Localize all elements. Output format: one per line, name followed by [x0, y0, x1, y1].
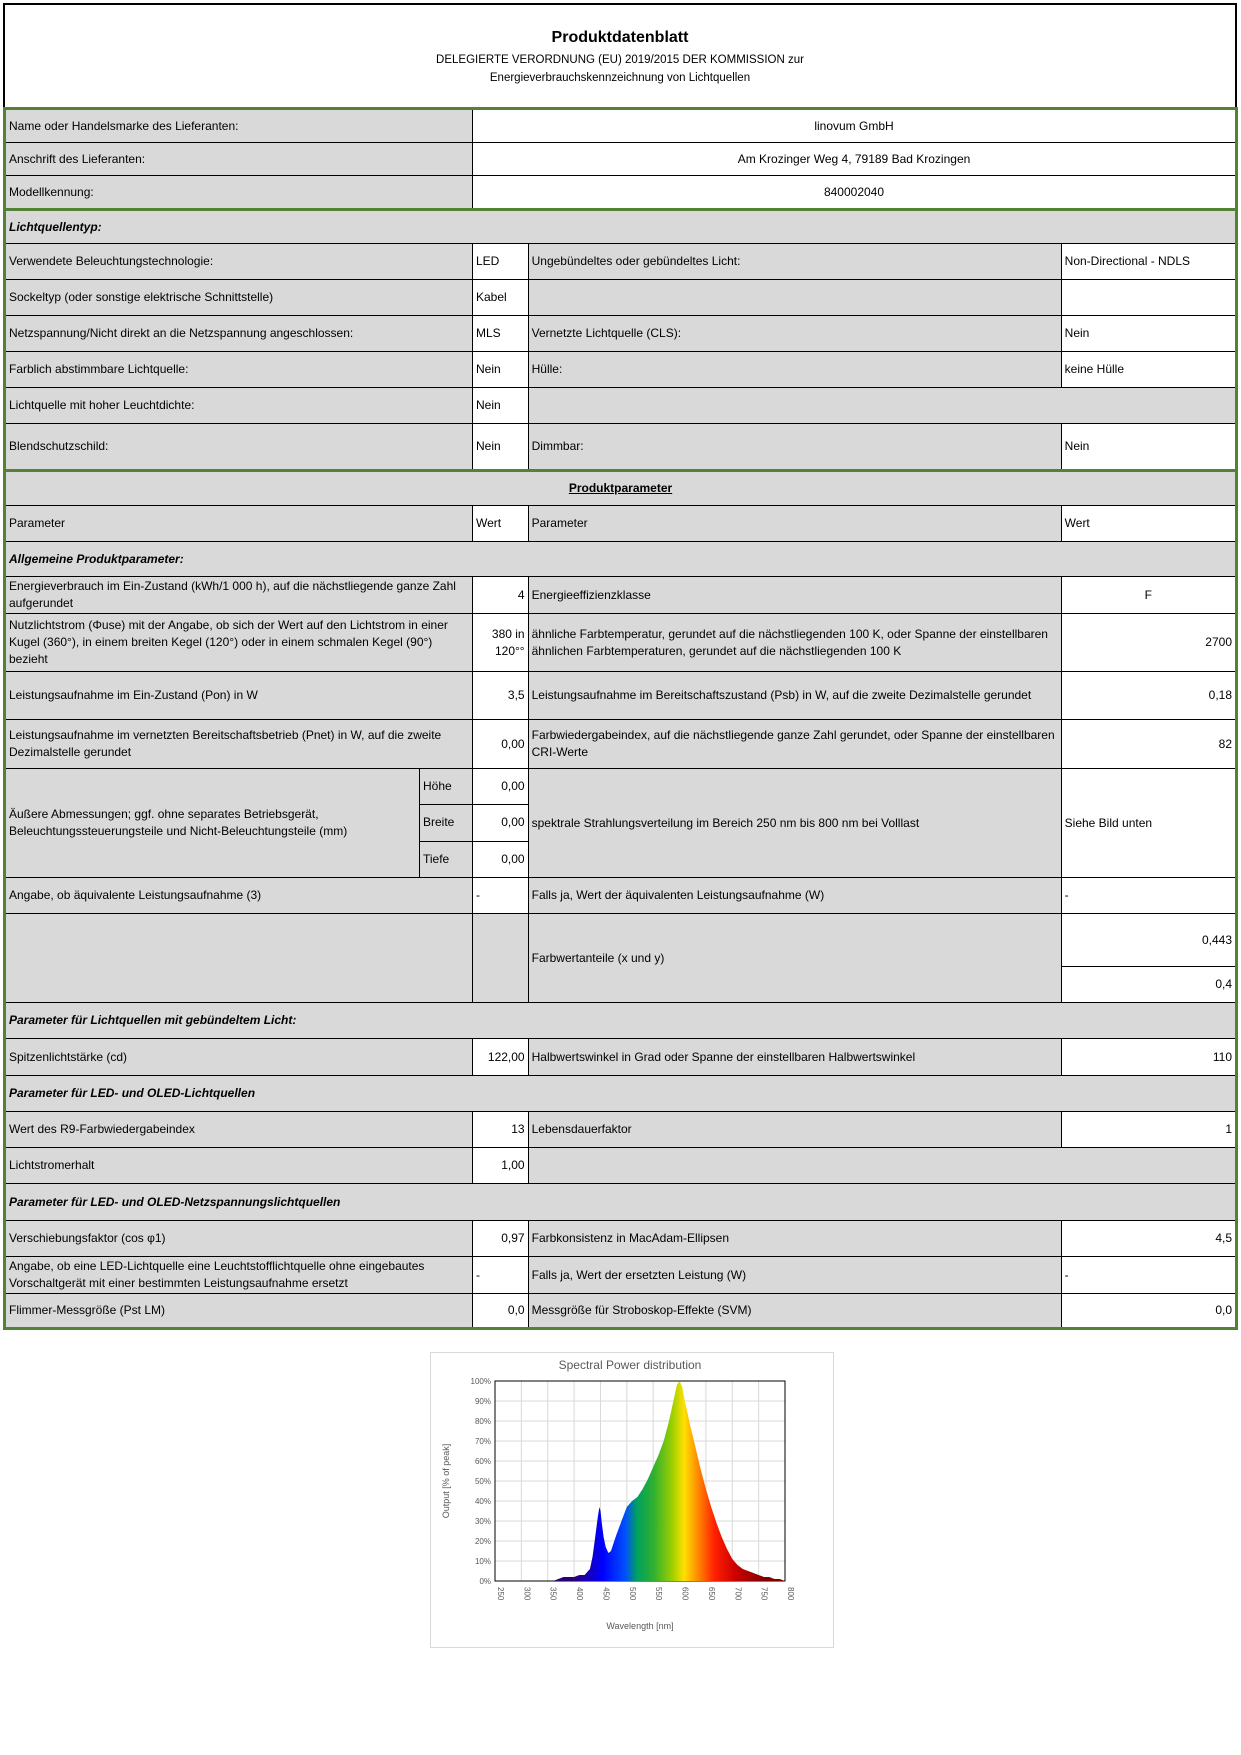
y-tick-label: 70% [474, 1437, 491, 1446]
lichtquellentyp-heading-row [5, 210, 1237, 244]
breite-value: 0,00 [473, 805, 529, 841]
led-heading: Parameter für LED- und OLED-Lichtquellen [5, 1076, 1237, 1112]
halbwertswinkel-value: 110 [1061, 1039, 1236, 1076]
empty-label-cell [5, 914, 473, 1003]
empty-grey-cell [528, 1148, 1236, 1184]
netz-heading: Parameter für LED- und OLED-Netzspannungslichtquellen [5, 1184, 1237, 1221]
supplier-name-value: linovum GmbH [473, 109, 1237, 143]
type-row-value-2: Nein [1061, 316, 1236, 352]
param-row [5, 1112, 1237, 1148]
halbwertswinkel-label: Halbwertswinkel in Grad oder Spanne der einstellbaren Halbwertswinkel [528, 1039, 1061, 1076]
tiefe-value: 0,00 [473, 841, 529, 877]
x-tick-label: 550 [654, 1587, 664, 1601]
pon-label: Leistungsaufnahme im Ein-Zustand (Pon) in W [5, 672, 473, 720]
spektral-label: spektrale Strahlungsverteilung im Bereich 250 nm bis 800 nm bei Volllast [528, 769, 1061, 878]
type-row-value-2: keine Hülle [1061, 352, 1236, 388]
spitzenlichtstaerke-label: Spitzenlichtstärke (cd) [5, 1039, 473, 1076]
spitzenlichtstaerke-value: 122,00 [473, 1039, 529, 1076]
type-row-label-2 [528, 280, 1061, 316]
nutzlichtstrom-value-line-2: 120°° [494, 643, 525, 658]
model-id-row [5, 176, 1237, 210]
svm-label: Messgröße für Stroboskop-Effekte (SVM) [528, 1294, 1061, 1329]
empty-value-cell [473, 914, 529, 1003]
param-row [5, 1148, 1237, 1184]
model-id-value: 840002040 [473, 176, 1237, 210]
param-row [5, 1294, 1237, 1329]
spectral-chart-svg [431, 1353, 833, 1647]
model-id-label: Modellkennung: [5, 176, 473, 210]
lichtquellentyp-heading: Lichtquellentyp: [5, 210, 1237, 244]
subtitle-line-2: Energieverbrauchskennzeichnung von Lichtquellen [489, 72, 751, 84]
param-row [5, 1257, 1237, 1294]
allgemein-heading: Allgemeine Produktparameter: [5, 542, 1237, 577]
gebuendelt-heading: Parameter für Lichtquellen mit gebündeltem Licht: [5, 1003, 1237, 1039]
type-row-value-1: MLS [473, 316, 529, 352]
type-row [5, 424, 1237, 471]
x-tick-label: 400 [575, 1587, 585, 1601]
farbwert-label: Farbwertanteile (x und y) [528, 914, 1061, 1003]
type-row-label-2 [528, 388, 1236, 424]
produktparameter-heading-row [5, 471, 1237, 506]
farbwert-y-value: 0,4 [1061, 967, 1236, 1003]
y-tick-label: 30% [474, 1517, 491, 1526]
y-tick-label: 90% [474, 1397, 491, 1406]
type-row [5, 316, 1237, 352]
param-row [5, 1221, 1237, 1257]
supplier-address-label: Anschrift des Lieferanten: [5, 143, 473, 176]
aequivalent-value: - [473, 878, 529, 914]
cos-phi-value: 0,97 [473, 1221, 529, 1257]
type-row-value-1: Nein [473, 388, 529, 424]
subtitle-line-1: DELEGIERTE VERORDNUNG (EU) 2019/2015 DER KOMMISSION zur [436, 54, 804, 66]
col-header-parameter-2: Parameter [528, 506, 1061, 542]
lichtstromerhalt-label: Lichtstromerhalt [5, 1148, 473, 1184]
r9-value: 13 [473, 1112, 529, 1148]
datasheet-header [3, 3, 1237, 109]
y-tick-label: 20% [474, 1537, 491, 1546]
col-header-wert: Wert [473, 506, 529, 542]
led-heading-row [5, 1076, 1237, 1112]
nutzlichtstrom-value-line-1: 380 in [491, 626, 525, 641]
psb-value: 0,18 [1061, 672, 1236, 720]
svm-value: 0,0 [1061, 1294, 1236, 1329]
farbwert-x-value: 0,443 [1061, 914, 1236, 967]
dimension-sublabels [420, 769, 472, 877]
effizienz-value: F [1061, 577, 1236, 614]
cos-phi-label: Verschiebungsfaktor (cos φ1) [5, 1221, 473, 1257]
supplier-name-label: Name oder Handelsmarke des Lieferanten: [5, 109, 473, 143]
x-tick-label: 700 [733, 1587, 743, 1601]
x-tick-label: 750 [759, 1587, 769, 1601]
param-row [5, 1039, 1237, 1076]
y-tick-label: 60% [474, 1457, 491, 1466]
x-tick-label: 450 [601, 1587, 611, 1601]
x-axis-label: Wavelength [nm] [606, 1621, 674, 1631]
type-row-label-1: Blendschutzschild: [5, 424, 473, 471]
energie-value: 4 [473, 577, 529, 614]
nutzlichtstrom-label: Nutzlichtstrom (Φuse) mit der Angabe, ob sich der Wert auf den Lichtstrom in einer Kugel (360°), in einem breiten Kegel (120°) oder in einem schmalen Kegel (90°) bezieht [5, 614, 473, 672]
type-row [5, 352, 1237, 388]
x-tick-label: 650 [706, 1587, 716, 1601]
netz-heading-row [5, 1184, 1237, 1221]
abmessungen-cell [5, 769, 473, 878]
type-row-value-2 [1061, 280, 1236, 316]
ersetzt-value: - [473, 1257, 529, 1294]
supplier-name-row [5, 109, 1237, 143]
type-row-label-1: Verwendete Beleuchtungstechnologie: [5, 244, 473, 280]
type-row [5, 244, 1237, 280]
type-row [5, 280, 1237, 316]
type-row-value-2: Non-Directional - NDLS [1061, 244, 1236, 280]
y-tick-label: 50% [474, 1477, 491, 1486]
col-header-parameter: Parameter [5, 506, 473, 542]
column-header-row [5, 506, 1237, 542]
energie-label: Energieverbrauch im Ein-Zustand (kWh/1 000 h), auf die nächstliegende ganze Zahl aufgerundet [5, 577, 473, 614]
type-row-value-1: Nein [473, 424, 529, 471]
flimmer-label: Flimmer-Messgröße (Pst LM) [5, 1294, 473, 1329]
lebensdauer-label: Lebensdauerfaktor [528, 1112, 1061, 1148]
type-row-value-1: LED [473, 244, 529, 280]
ersetzt-w-value: - [1061, 1257, 1236, 1294]
r9-label: Wert des R9-Farbwiedergabeindex [5, 1112, 473, 1148]
type-row-value-1: Kabel [473, 280, 529, 316]
x-tick-label: 250 [496, 1587, 505, 1601]
y-axis-label: Output [% of peak] [441, 1443, 451, 1519]
product-data-table [3, 107, 1238, 1330]
type-row [5, 388, 1237, 424]
param-row [5, 720, 1237, 769]
type-row-label-1: Farblich abstimmbare Lichtquelle: [5, 352, 473, 388]
produktparameter-heading: Produktparameter [5, 471, 1237, 506]
macadam-label: Farbkonsistenz in MacAdam-Ellipsen [528, 1221, 1061, 1257]
regulation-subtitle [5, 51, 1235, 87]
flimmer-value: 0,0 [473, 1294, 529, 1329]
aequivalent-w-value: - [1061, 878, 1236, 914]
supplier-address-value: Am Krozinger Weg 4, 79189 Bad Krozingen [473, 143, 1237, 176]
page-title: Produktdatenblatt [551, 29, 689, 46]
type-row-value-2: Nein [1061, 424, 1236, 471]
gebuendelt-heading-row [5, 1003, 1237, 1039]
type-row-label-2: Vernetzte Lichtquelle (CLS): [528, 316, 1061, 352]
y-tick-label: 10% [474, 1557, 491, 1566]
type-row-label-1: Lichtquelle mit hoher Leuchtdichte: [5, 388, 473, 424]
type-row-label-2: Dimmbar: [528, 424, 1061, 471]
cri-label: Farbwiedergabeindex, auf die nächstliegende ganze Zahl gerundet, oder Spanne der einstellbaren CRI-Werte [528, 720, 1061, 769]
param-row [5, 614, 1237, 672]
col-header-wert-2: Wert [1061, 506, 1236, 542]
aequivalent-w-label: Falls ja, Wert der äquivalenten Leistungsaufnahme (W) [528, 878, 1061, 914]
nutzlichtstrom-value [473, 614, 529, 672]
type-row-label-1: Netzspannung/Nicht direkt an die Netzspannung angeschlossen: [5, 316, 473, 352]
psb-label: Leistungsaufnahme im Bereitschaftszustand (Psb) in W, auf die zweite Dezimalstelle gerundet [528, 672, 1061, 720]
y-tick-label: 40% [474, 1497, 491, 1506]
y-tick-label: 0% [479, 1577, 491, 1586]
x-tick-label: 800 [786, 1587, 795, 1601]
hoehe-label: Höhe [420, 769, 472, 805]
ersetzt-w-label: Falls ja, Wert der ersetzten Leistung (W) [528, 1257, 1061, 1294]
spektral-value: Siehe Bild unten [1061, 769, 1236, 878]
hoehe-value: 0,00 [473, 769, 529, 805]
lichtstromerhalt-value: 1,00 [473, 1148, 529, 1184]
farbwert-row-x [5, 914, 1237, 967]
x-tick-label: 350 [548, 1587, 558, 1601]
pon-value: 3,5 [473, 672, 529, 720]
param-row [5, 878, 1237, 914]
x-tick-label: 300 [522, 1587, 532, 1601]
y-tick-label: 100% [470, 1377, 491, 1386]
x-tick-label: 600 [680, 1587, 690, 1601]
param-row [5, 672, 1237, 720]
pnet-label: Leistungsaufnahme im vernetzten Bereitschaftsbetrieb (Pnet) in W, auf die zweite Dezimalstelle gerundet [5, 720, 473, 769]
breite-label: Breite [420, 805, 472, 841]
tiefe-label: Tiefe [423, 851, 450, 866]
allgemein-heading-row [5, 542, 1237, 577]
chart-title: Spectral Power distribution [558, 1358, 702, 1372]
type-row-label-2: Ungebündeltes oder gebündeltes Licht: [528, 244, 1061, 280]
supplier-address-row [5, 143, 1237, 176]
y-tick-label: 80% [474, 1417, 491, 1426]
farbtemperatur-value: 2700 [1061, 614, 1236, 672]
cri-value: 82 [1061, 720, 1236, 769]
effizienz-label: Energieeffizienzklasse [528, 577, 1061, 614]
ersetzt-label: Angabe, ob eine LED-Lichtquelle eine Leuchtstofflichtquelle ohne eingebautes Vorschaltgerät mit einer bestimmten Leistungsaufnahme ersetzt [5, 1257, 473, 1294]
x-tick-label: 500 [627, 1587, 637, 1601]
farbtemperatur-label: ähnliche Farbtemperatur, gerundet auf die nächstliegenden 100 K, oder Spanne der einstellbaren ähnlichen Farbtemperaturen, gerundet auf die nächstliegenden 100 K [528, 614, 1061, 672]
dimension-row-hoehe [5, 769, 1237, 805]
type-row-value-1: Nein [473, 352, 529, 388]
type-row-label-2: Hülle: [528, 352, 1061, 388]
param-row [5, 577, 1237, 614]
lebensdauer-value: 1 [1061, 1112, 1236, 1148]
pnet-value: 0,00 [473, 720, 529, 769]
macadam-value: 4,5 [1061, 1221, 1236, 1257]
abmessungen-label: Äußere Abmessungen; ggf. ohne separates Betriebsgerät, Beleuchtungssteuerungsteile und Nicht-Beleuchtungsteile (mm) [6, 769, 420, 877]
type-row-label-1: Sockeltyp (oder sonstige elektrische Schnittstelle) [5, 280, 473, 316]
spectral-chart [430, 1352, 834, 1648]
aequivalent-label: Angabe, ob äquivalente Leistungsaufnahme (3) [5, 878, 473, 914]
